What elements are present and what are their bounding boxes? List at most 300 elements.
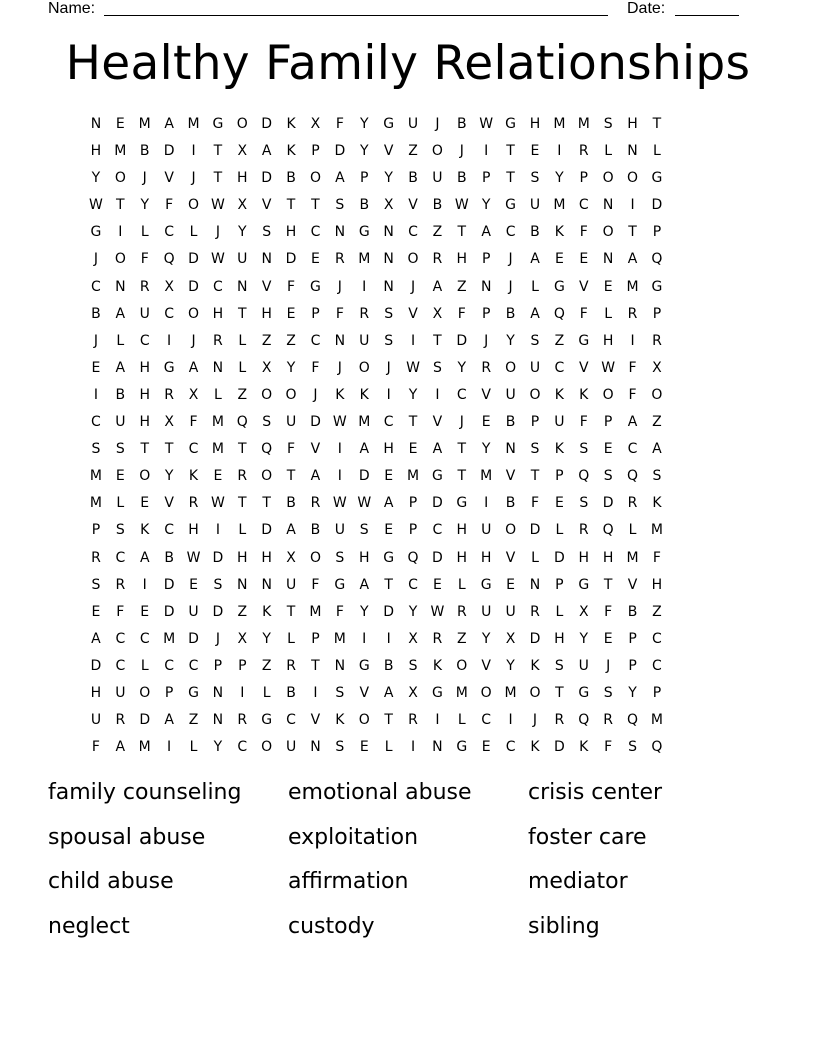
grid-letter[interactable]: L xyxy=(140,224,150,241)
grid-letter[interactable]: T xyxy=(311,197,321,214)
grid-letter[interactable]: P xyxy=(481,305,491,322)
grid-letter[interactable]: Z xyxy=(261,332,272,349)
grid-letter[interactable]: K xyxy=(262,603,272,620)
grid-letter[interactable]: L xyxy=(555,522,564,539)
grid-letter[interactable]: O xyxy=(236,116,249,132)
grid-letter[interactable]: X xyxy=(286,549,297,566)
grid-letter[interactable]: C xyxy=(578,197,590,214)
grid-letter[interactable]: P xyxy=(481,251,491,268)
grid-letter[interactable]: L xyxy=(531,549,540,566)
grid-letter[interactable]: C xyxy=(139,332,151,349)
grid-letter[interactable]: K xyxy=(286,116,297,132)
grid-letter[interactable]: M xyxy=(358,251,371,268)
grid-letter[interactable]: K xyxy=(432,657,443,674)
grid-letter[interactable]: C xyxy=(91,278,102,295)
grid-letter[interactable]: U xyxy=(529,359,541,376)
grid-letter[interactable]: G xyxy=(651,278,663,295)
grid-letter[interactable]: L xyxy=(140,657,150,674)
grid-letter[interactable]: Y xyxy=(506,657,516,674)
grid-letter[interactable]: K xyxy=(530,657,541,674)
grid-letter[interactable]: P xyxy=(91,522,101,539)
grid-letter[interactable]: W xyxy=(332,414,348,431)
grid-letter[interactable]: L xyxy=(213,386,223,403)
grid-letter[interactable]: O xyxy=(602,386,615,403)
grid-letter[interactable]: O xyxy=(651,386,663,403)
grid-letter[interactable]: N xyxy=(261,576,273,593)
grid-letter[interactable]: K xyxy=(554,386,565,403)
grid-letter[interactable]: N xyxy=(627,143,639,160)
grid-letter[interactable]: Q xyxy=(236,414,249,431)
grid-letter[interactable]: S xyxy=(408,657,418,674)
grid-letter[interactable]: T xyxy=(652,116,662,132)
grid-letter[interactable]: J xyxy=(606,657,611,674)
grid-letter[interactable]: C xyxy=(115,630,126,647)
grid-letter[interactable]: I xyxy=(630,197,636,214)
grid-letter[interactable]: P xyxy=(311,630,321,647)
grid-letter[interactable]: L xyxy=(457,576,467,593)
grid-letter[interactable]: U xyxy=(237,251,248,268)
grid-letter[interactable]: Y xyxy=(91,170,101,187)
grid-letter[interactable]: F xyxy=(579,305,589,322)
grid-letter[interactable]: F xyxy=(457,305,467,322)
grid-letter[interactable]: R xyxy=(432,630,443,647)
grid-letter[interactable]: W xyxy=(210,495,226,512)
grid-letter[interactable]: C xyxy=(115,657,126,674)
grid-letter[interactable]: U xyxy=(334,522,346,539)
grid-letter[interactable]: C xyxy=(408,576,419,593)
grid-letter[interactable]: C xyxy=(310,224,321,241)
grid-letter[interactable]: M xyxy=(650,712,664,729)
grid-letter[interactable]: W xyxy=(479,116,494,132)
grid-letter[interactable]: R xyxy=(164,386,175,403)
grid-letter[interactable]: O xyxy=(139,684,151,701)
grid-letter[interactable]: D xyxy=(529,630,541,647)
grid-letter[interactable]: S xyxy=(530,441,540,458)
grid-letter[interactable]: O xyxy=(407,251,420,268)
grid-letter[interactable]: H xyxy=(627,116,639,132)
grid-letter[interactable]: Z xyxy=(652,414,663,431)
grid-letter[interactable]: Z xyxy=(432,224,443,241)
grid-letter[interactable]: C xyxy=(505,224,516,241)
grid-letter[interactable]: I xyxy=(337,441,343,458)
grid-letter[interactable]: A xyxy=(164,712,175,729)
grid-letter[interactable]: Z xyxy=(188,712,199,729)
grid-letter[interactable]: F xyxy=(579,224,589,241)
grid-letter[interactable]: U xyxy=(115,414,126,431)
grid-letter[interactable]: H xyxy=(456,251,468,268)
grid-letter[interactable]: S xyxy=(115,522,126,539)
grid-letter[interactable]: P xyxy=(408,495,418,512)
grid-letter[interactable]: R xyxy=(213,332,224,349)
grid-letter[interactable]: B xyxy=(91,305,102,322)
grid-letter[interactable]: L xyxy=(189,739,198,756)
grid-letter[interactable]: U xyxy=(139,305,151,322)
grid-letter[interactable]: T xyxy=(457,224,467,241)
grid-letter[interactable]: S xyxy=(628,739,638,756)
grid-letter[interactable]: T xyxy=(311,657,321,674)
grid-letter[interactable]: Y xyxy=(140,197,150,214)
grid-letter[interactable]: A xyxy=(91,630,102,647)
grid-letter[interactable]: E xyxy=(408,441,418,458)
grid-letter[interactable]: B xyxy=(505,305,516,322)
grid-letter[interactable]: P xyxy=(238,657,248,674)
grid-letter[interactable]: U xyxy=(359,332,370,349)
grid-letter[interactable]: G xyxy=(261,712,273,729)
grid-letter[interactable]: B xyxy=(164,549,175,566)
grid-letter[interactable]: A xyxy=(115,305,126,322)
grid-letter[interactable]: T xyxy=(164,441,174,458)
grid-letter[interactable]: D xyxy=(188,251,200,268)
grid-letter[interactable]: Y xyxy=(481,197,491,214)
grid-letter[interactable]: D xyxy=(261,170,273,187)
grid-letter[interactable]: X xyxy=(383,197,394,214)
grid-letter[interactable]: R xyxy=(359,305,370,322)
grid-letter[interactable]: C xyxy=(286,712,297,729)
grid-letter[interactable]: Y xyxy=(408,603,418,620)
grid-letter[interactable]: W xyxy=(89,197,104,214)
grid-letter[interactable]: A xyxy=(627,251,638,268)
grid-letter[interactable]: O xyxy=(261,386,273,403)
grid-letter[interactable]: C xyxy=(432,522,443,539)
grid-letter[interactable]: Z xyxy=(554,332,565,349)
grid-letter[interactable]: N xyxy=(505,441,517,458)
grid-letter[interactable]: A xyxy=(115,359,126,376)
grid-letter[interactable]: Y xyxy=(408,386,418,403)
grid-letter[interactable]: D xyxy=(261,522,273,539)
grid-letter[interactable]: J xyxy=(215,224,221,241)
grid-letter[interactable]: E xyxy=(481,414,492,431)
grid-letter[interactable]: F xyxy=(335,305,345,322)
grid-letter[interactable]: F xyxy=(604,739,613,756)
grid-letter[interactable]: I xyxy=(435,712,440,729)
grid-letter[interactable]: Z xyxy=(652,603,663,620)
grid-letter[interactable]: P xyxy=(360,170,369,187)
grid-letter[interactable]: I xyxy=(557,143,562,160)
grid-letter[interactable]: X xyxy=(164,414,175,431)
grid-letter[interactable]: V xyxy=(310,441,321,458)
grid-letter[interactable]: C xyxy=(188,441,199,458)
grid-letter[interactable]: G xyxy=(358,224,371,241)
grid-letter[interactable]: I xyxy=(484,143,489,160)
grid-letter[interactable]: D xyxy=(188,630,200,647)
grid-letter[interactable]: I xyxy=(630,332,636,349)
grid-letter[interactable]: K xyxy=(335,386,345,403)
grid-letter[interactable]: C xyxy=(91,414,102,431)
grid-letter[interactable]: V xyxy=(578,278,590,295)
grid-letter[interactable]: E xyxy=(603,441,614,458)
grid-letter[interactable]: H xyxy=(285,224,297,241)
grid-letter[interactable]: H xyxy=(383,441,395,458)
grid-letter[interactable]: I xyxy=(362,278,367,295)
grid-letter[interactable]: H xyxy=(578,549,590,566)
grid-letter[interactable]: I xyxy=(362,630,367,647)
grid-letter[interactable]: C xyxy=(164,305,175,322)
grid-letter[interactable]: D xyxy=(139,712,151,729)
grid-letter[interactable]: L xyxy=(531,278,540,295)
grid-letter[interactable]: T xyxy=(140,441,150,458)
grid-letter[interactable]: I xyxy=(93,386,99,403)
grid-letter[interactable]: P xyxy=(628,657,638,674)
grid-letter[interactable]: D xyxy=(358,468,371,485)
grid-letter[interactable]: R xyxy=(481,359,492,376)
grid-letter[interactable]: D xyxy=(456,332,468,349)
grid-letter[interactable]: M xyxy=(626,278,640,295)
grid-letter[interactable]: J xyxy=(484,332,489,349)
grid-letter[interactable]: I xyxy=(240,684,245,701)
grid-letter[interactable]: M xyxy=(406,468,420,485)
grid-letter[interactable]: O xyxy=(505,522,517,539)
grid-letter[interactable]: K xyxy=(652,495,663,512)
grid-letter[interactable]: O xyxy=(114,170,127,187)
grid-letter[interactable]: B xyxy=(457,170,468,187)
grid-letter[interactable]: Q xyxy=(651,739,663,756)
grid-letter[interactable]: O xyxy=(285,386,298,403)
grid-letter[interactable]: S xyxy=(530,170,540,187)
grid-letter[interactable]: L xyxy=(457,712,467,729)
grid-letter[interactable]: T xyxy=(628,224,638,241)
grid-letter[interactable]: A xyxy=(310,468,321,485)
grid-letter[interactable]: H xyxy=(212,305,224,322)
grid-letter[interactable]: P xyxy=(555,576,565,593)
grid-letter[interactable]: I xyxy=(484,495,489,512)
grid-letter[interactable]: J xyxy=(508,278,514,295)
grid-letter[interactable]: E xyxy=(213,468,223,485)
grid-letter[interactable]: D xyxy=(285,251,297,268)
grid-letter[interactable]: F xyxy=(652,549,662,566)
grid-letter[interactable]: L xyxy=(116,332,125,349)
grid-letter[interactable]: O xyxy=(602,224,615,241)
grid-letter[interactable]: M xyxy=(89,468,103,485)
grid-letter[interactable]: J xyxy=(313,386,319,403)
grid-letter[interactable]: D xyxy=(261,116,273,132)
grid-letter[interactable]: N xyxy=(334,332,346,349)
grid-letter[interactable]: U xyxy=(285,739,297,756)
grid-letter[interactable]: R xyxy=(237,712,248,729)
grid-letter[interactable]: S xyxy=(115,441,126,458)
grid-letter[interactable]: E xyxy=(554,251,565,268)
grid-letter[interactable]: S xyxy=(579,495,589,512)
grid-letter[interactable]: L xyxy=(653,143,662,160)
grid-letter[interactable]: Q xyxy=(553,305,566,322)
grid-letter[interactable]: I xyxy=(508,712,514,729)
grid-letter[interactable]: F xyxy=(628,386,638,403)
grid-letter[interactable]: H xyxy=(139,386,151,403)
grid-letter[interactable]: T xyxy=(238,441,248,458)
grid-letter[interactable]: T xyxy=(286,468,296,485)
grid-letter[interactable]: H xyxy=(139,359,151,376)
grid-letter[interactable]: Z xyxy=(261,657,272,674)
grid-letter[interactable]: L xyxy=(238,359,247,376)
grid-letter[interactable]: P xyxy=(481,170,491,187)
grid-letter[interactable]: O xyxy=(627,170,639,187)
grid-letter[interactable]: B xyxy=(139,143,151,160)
grid-letter[interactable]: J xyxy=(93,251,99,268)
grid-letter[interactable]: E xyxy=(91,359,101,376)
grid-letter[interactable]: V xyxy=(261,197,272,214)
grid-letter[interactable]: I xyxy=(215,522,221,539)
grid-letter[interactable]: J xyxy=(386,359,392,376)
grid-letter[interactable]: F xyxy=(189,414,199,431)
grid-letter[interactable]: F xyxy=(165,197,174,214)
grid-letter[interactable]: Y xyxy=(164,468,174,485)
grid-letter[interactable]: H xyxy=(480,549,492,566)
grid-letter[interactable]: Y xyxy=(359,143,370,160)
grid-letter[interactable]: H xyxy=(261,549,273,566)
grid-letter[interactable]: N xyxy=(602,197,614,214)
grid-letter[interactable]: B xyxy=(530,224,541,241)
grid-letter[interactable]: N xyxy=(261,251,273,268)
grid-letter[interactable]: R xyxy=(554,712,565,729)
grid-letter[interactable]: I xyxy=(118,224,123,241)
grid-letter[interactable]: I xyxy=(435,386,440,403)
grid-letter[interactable]: O xyxy=(139,468,151,485)
grid-letter[interactable]: R xyxy=(456,603,468,620)
grid-letter[interactable]: C xyxy=(115,549,126,566)
grid-letter[interactable]: T xyxy=(116,197,126,214)
grid-letter[interactable]: R xyxy=(286,657,297,674)
grid-letter[interactable]: M xyxy=(138,116,152,132)
grid-letter[interactable]: Y xyxy=(384,170,394,187)
grid-letter[interactable]: A xyxy=(530,251,541,268)
grid-letter[interactable]: E xyxy=(384,468,394,485)
grid-letter[interactable]: P xyxy=(311,305,321,322)
grid-letter[interactable]: Q xyxy=(261,441,273,458)
grid-letter[interactable]: S xyxy=(262,414,272,431)
grid-letter[interactable]: G xyxy=(383,116,395,132)
grid-letter[interactable]: C xyxy=(652,657,663,674)
grid-letter[interactable]: M xyxy=(504,684,518,701)
grid-letter[interactable]: N xyxy=(383,224,395,241)
grid-letter[interactable]: F xyxy=(335,603,345,620)
grid-letter[interactable]: F xyxy=(311,359,320,376)
grid-letter[interactable]: K xyxy=(579,739,589,756)
grid-letter[interactable]: J xyxy=(191,332,197,349)
grid-letter[interactable]: X xyxy=(408,684,419,701)
grid-letter[interactable]: Y xyxy=(286,359,296,376)
grid-letter[interactable]: M xyxy=(626,549,640,566)
grid-letter[interactable]: L xyxy=(116,495,125,512)
grid-letter[interactable]: T xyxy=(506,143,516,160)
grid-letter[interactable]: I xyxy=(337,468,343,485)
grid-letter[interactable]: Z xyxy=(237,386,248,403)
grid-letter[interactable]: G xyxy=(505,197,517,214)
grid-letter[interactable]: Z xyxy=(408,143,419,160)
grid-letter[interactable]: N xyxy=(212,712,224,729)
grid-letter[interactable]: I xyxy=(410,332,416,349)
grid-letter[interactable]: M xyxy=(114,143,127,160)
grid-letter[interactable]: C xyxy=(408,224,419,241)
grid-letter[interactable]: G xyxy=(431,684,444,701)
grid-letter[interactable]: W xyxy=(454,197,470,214)
grid-letter[interactable]: R xyxy=(432,251,443,268)
grid-letter[interactable]: X xyxy=(432,305,443,322)
grid-letter[interactable]: Y xyxy=(213,739,223,756)
grid-letter[interactable]: S xyxy=(384,332,394,349)
grid-letter[interactable]: E xyxy=(189,576,199,593)
grid-letter[interactable]: D xyxy=(383,603,395,620)
grid-letter[interactable]: E xyxy=(579,251,589,268)
grid-letter[interactable]: K xyxy=(188,468,199,485)
grid-letter[interactable]: S xyxy=(335,739,345,756)
grid-letter[interactable]: F xyxy=(628,359,638,376)
grid-letter[interactable]: D xyxy=(602,495,615,512)
grid-letter[interactable]: V xyxy=(359,684,370,701)
grid-letter[interactable]: D xyxy=(334,143,346,160)
grid-letter[interactable]: F xyxy=(287,441,296,458)
grid-letter[interactable]: G xyxy=(358,657,371,674)
grid-letter[interactable]: H xyxy=(602,549,614,566)
grid-letter[interactable]: G xyxy=(505,116,517,132)
grid-letter[interactable]: W xyxy=(186,549,201,566)
grid-letter[interactable]: R xyxy=(115,576,126,593)
grid-letter[interactable]: M xyxy=(211,414,225,431)
grid-letter[interactable]: C xyxy=(188,657,199,674)
grid-letter[interactable]: X xyxy=(310,116,321,132)
grid-letter[interactable]: T xyxy=(262,495,272,512)
grid-letter[interactable]: A xyxy=(115,739,126,756)
grid-letter[interactable]: M xyxy=(577,116,591,132)
grid-letter[interactable]: X xyxy=(505,630,516,647)
grid-letter[interactable]: P xyxy=(628,630,638,647)
grid-letter[interactable]: I xyxy=(167,332,172,349)
grid-letter[interactable]: P xyxy=(603,414,613,431)
grid-letter[interactable]: M xyxy=(163,630,176,647)
grid-letter[interactable]: Y xyxy=(481,441,491,458)
grid-letter[interactable]: D xyxy=(163,143,175,160)
grid-letter[interactable]: L xyxy=(555,603,564,620)
grid-letter[interactable]: T xyxy=(530,468,540,485)
grid-letter[interactable]: L xyxy=(604,305,613,322)
grid-letter[interactable]: H xyxy=(139,414,151,431)
grid-letter[interactable]: X xyxy=(188,386,199,403)
grid-letter[interactable]: G xyxy=(383,549,395,566)
grid-letter[interactable]: I xyxy=(191,143,197,160)
grid-letter[interactable]: X xyxy=(652,359,663,376)
grid-letter[interactable]: J xyxy=(337,278,343,295)
grid-letter[interactable]: S xyxy=(91,576,101,593)
grid-letter[interactable]: N xyxy=(602,251,614,268)
grid-letter[interactable]: R xyxy=(310,495,321,512)
grid-letter[interactable]: B xyxy=(286,170,297,187)
grid-letter[interactable]: D xyxy=(432,549,444,566)
grid-letter[interactable]: T xyxy=(238,495,248,512)
grid-letter[interactable]: O xyxy=(309,170,322,187)
grid-letter[interactable]: Z xyxy=(286,332,297,349)
grid-letter[interactable]: G xyxy=(334,576,346,593)
grid-letter[interactable]: Y xyxy=(359,116,370,132)
grid-letter[interactable]: E xyxy=(91,603,101,620)
grid-letter[interactable]: H xyxy=(90,684,102,701)
grid-letter[interactable]: H xyxy=(651,576,663,593)
grid-letter[interactable]: B xyxy=(408,170,419,187)
grid-letter[interactable]: E xyxy=(603,278,614,295)
grid-letter[interactable]: T xyxy=(213,170,223,187)
grid-letter[interactable]: W xyxy=(601,359,616,376)
grid-letter[interactable]: V xyxy=(261,278,272,295)
grid-letter[interactable]: U xyxy=(505,386,517,403)
grid-letter[interactable]: G xyxy=(578,576,590,593)
grid-letter[interactable]: A xyxy=(432,441,443,458)
grid-letter[interactable]: M xyxy=(553,197,566,214)
grid-letter[interactable]: I xyxy=(313,684,319,701)
grid-letter[interactable]: J xyxy=(459,414,465,431)
grid-letter[interactable]: P xyxy=(652,224,662,241)
grid-letter[interactable]: C xyxy=(383,414,395,431)
grid-letter[interactable]: T xyxy=(506,170,516,187)
grid-letter[interactable]: H xyxy=(554,630,566,647)
grid-letter[interactable]: T xyxy=(213,143,223,160)
grid-letter[interactable]: M xyxy=(455,684,469,701)
